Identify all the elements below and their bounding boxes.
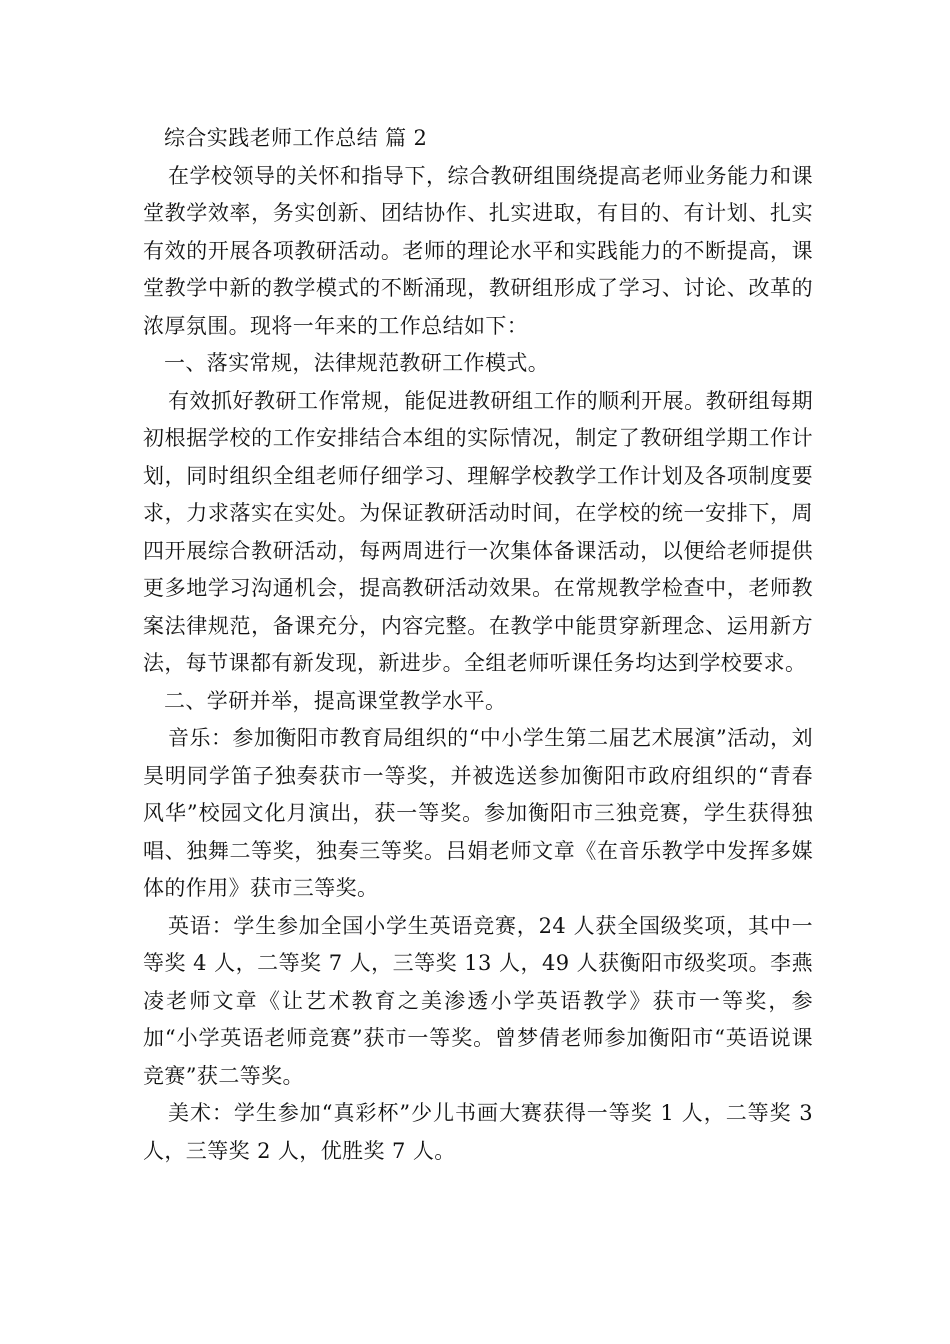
- section-heading-routine: 一、落实常规，法律规范教研工作模式。: [164, 351, 550, 375]
- english-paragraph: 英语：学生参加全国小学生英语竞赛，24 人获全国级奖项，其中一等奖 4 人，二等奖 7 人，三等奖 13 人，49 人获衡阳市级奖项。李燕凌老师文章《让艺术教育之美渗透小学英语教学》获市一等奖，参加“小学英语老师竞赛”获市一等奖。曾梦倩老师参加衡阳市“英语说课竞赛”获二等奖。: [143, 913, 813, 1088]
- document-title: 综合实践老师工作总结 篇 2: [164, 126, 428, 150]
- intro-paragraph: 在学校领导的关怀和指导下，综合教研组围绕提高老师业务能力和课堂教学效率，务实创新、团结协作、扎实进取，有目的、有计划、扎实有效的开展各项教研活动。老师的理论水平和实践能力的不断提高，课堂教学中新的教学模式的不断涌现，教研组形成了学习、讨论、改革的浓厚氛围。现将一年来的工作总结如下：: [143, 163, 813, 338]
- document-body: [143, 120, 813, 1170]
- section-heading-research: 二、学研并举，提高课堂教学水平。: [164, 688, 507, 713]
- art-paragraph: 美术：学生参加“真彩杯”少儿书画大赛获得一等奖 1 人，二等奖 3 人，三等奖 2 人，优胜奖 7 人。: [143, 1101, 813, 1163]
- music-paragraph: 音乐：参加衡阳市教育局组织的“中小学生第二届艺术展演”活动，刘昊明同学笛子独奏获市一等奖，并被选送参加衡阳市政府组织的“青春风华”校园文化月演出，获一等奖。参加衡阳市三独竞赛，学生获得独唱、独舞二等奖，独奏三等奖。吕娟老师文章《在音乐教学中发挥多媒体的作用》获市三等奖。: [143, 726, 813, 900]
- section-routine-paragraph: 有效抓好教研工作常规，能促进教研组工作的顺利开展。教研组每期初根据学校的工作安排结合本组的实际情况，制定了教研组学期工作计划，同时组织全组老师仔细学习、理解学校教学工作计划及各项制度要求，力求落实在实处。为保证教研活动时间，在学校的统一安排下，周四开展综合教研活动，每两周进行一次集体备课活动，以便给老师提供更多地学习沟通机会，提高教研活动效果。在常规教学检查中，老师教案法律规范，备课充分，内容完整。在教学中能贯穿新理念、运用新方法，每节课都有新发现，新进步。全组老师听课任务均达到学校要求。: [143, 388, 813, 675]
